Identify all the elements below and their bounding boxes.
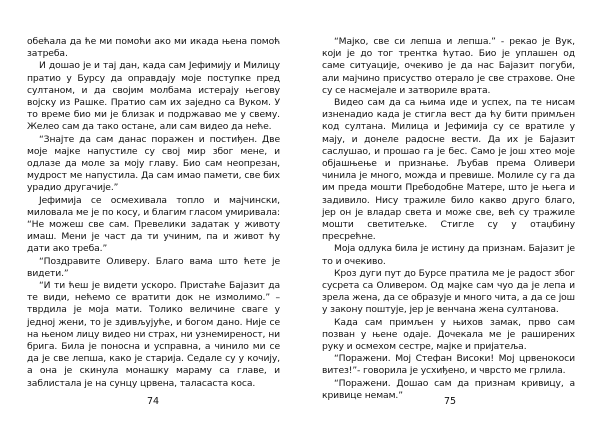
paragraph: И дошао је и тај дан, када сам Јефимију и Милицу пратио у Бурсу да оправдају моје поступке пред султаном, и да својим молбама истерају његову војску из Рашке. Пратио сам их заједно са Вуком. У то време био ми је близак и подржавао ме у свему. Желео сам да тако остане, али сам видео да неће. [27,60,280,133]
right-page-number: 75 [443,396,457,407]
paragraph: Видео сам да са њима иде и успех, па те нисам изненадио када је стигла вест да ћу бити примљен код султана. Милица и Јефимија су се вратиле у мају, и донеле радосне вести. Да их је Бајазит саслушао, и прошао га је бес. Само је још хтео моје објашњење и признање. Љубав према Оливери чинила је много, можда и превише. Молиле су га да им преда мошти Пребодобне Матере, што је њега и задивило. Нису тражиле било какво друго благо, јер он је владар света и може све, већ су тражиле мошти светитељке. Стигле су у отаџбину пресрећне. [322,97,575,243]
paragraph: “Поздравите Оливеру. Благо вама што ћете је видети.” [27,255,280,279]
paragraph: “И ти ћеш је видети ускоро. Пристаће Бајазит да те види, нећемо се вратити док не измолимо.” – тврдила је моја мати. Толико величине сваге у једној жени, то је здивљујуће, и богом дано. Није се на њеном лицу видео ни страх, ни узнемиреност, ни брига. Била је поносна и усправна, а чинило ми се да је све лепша, како је старија. Седале су у кочију, а она је скинула монашку мараму са главе, и заблистала је на сунцу црвена, таласаста коса. [27,280,280,389]
paragraph: Када сам примљен у њихов замак, прво сам позван у њене одаје. Дочекала ме је раширених руку и осмехом сестре, мајке и пријатеља. [322,316,575,353]
paragraph: Моја одлука била је истину да признам. Бајазит је то и очекиво. [322,243,575,267]
paragraph: “Поражени. Мој Стефан Високи! Мој црвенокоси витез!”- говорила је усхиђено, и чврсто ме грлила. [322,353,575,377]
paragraph: обећала да ће ми помоћи ако ми икада њена помоћ затреба. [27,36,280,60]
paragraph: Јефимија се осмехивала топло и мајчински, миловала ме је по косу, и благим гласом умиривала: “Не можеш све сам. Превелики задатак у животу имаш. Мени је част да ти учиним, па и живот ћу дати ако треба.” [27,194,280,255]
paragraph: “Поражени. Дошао сам да признам кривицу, а кривице немам.” [322,377,575,401]
paragraph: Кроз дуги пут до Бурсе пратила ме је радост због сусрета са Оливером. Од мајке сам чуо да је лепа и зрела жена, да се образује и много чита, а да се још у закону поштује, јер је венчана жена султанова. [322,267,575,316]
paragraph: “Мајко, све си лепша и лепша.” - рекао је Вук, који је до тог трентка ћутао. Био је уплашен од саме ситуације, очекиво је да нас Бајазит погуби, али мајчино присуство отерало је све страхове. Оне су се насмејале и затвориле врата. [322,36,575,96]
right-page-text [322,36,575,402]
left-page-text [27,36,280,390]
paragraph: “Знајте да сам данас поражен и постиђен. Две моје мајке напустиле су свој мир због мене, и одлазе да моле за моју главу. Био сам неопрезан, мудрост ме напустила. Да сам имао памети, све бих урадио другачије.” [27,133,280,194]
left-page-number: 74 [146,396,160,407]
